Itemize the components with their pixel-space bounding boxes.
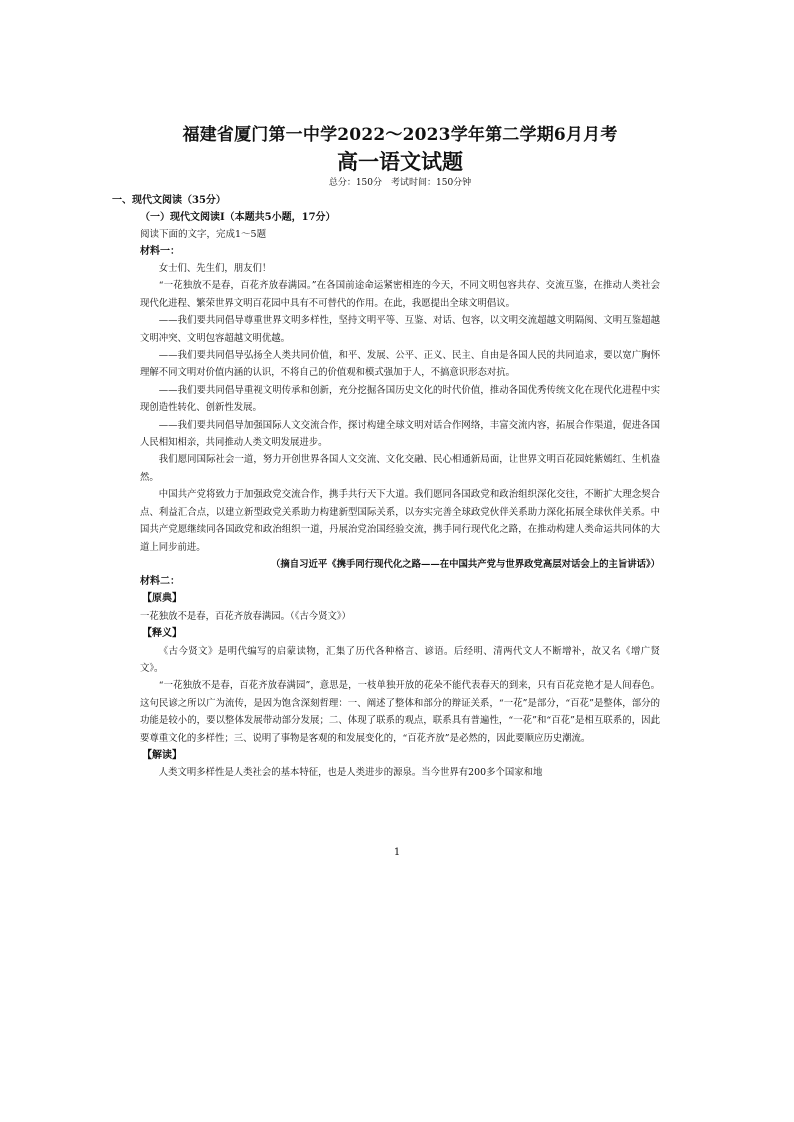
- part-heading: （一）现代文阅读Ⅰ（本题共5小题，17分）: [140, 212, 336, 223]
- exam-meta: 总分：150分 考试时间：150分钟: [328, 178, 472, 188]
- material-one-paragraph: 我们愿同国际社会一道，努力开创世界各国人文交流、文化交融、民心相通新局面，让世界文明百花园姹紫嫣红、生机盎然。: [140, 454, 660, 483]
- page-number: 1: [393, 847, 401, 858]
- original-heading: 【原典】: [142, 593, 182, 605]
- explanation-paragraph: 《古今贤文》是明代编写的启蒙读物，汇集了历代各种格言、谚语。后经明、清两代文人不断增补，故又名《增广贤文》。: [140, 645, 660, 674]
- material-one-paragraph: 中国共产党将致力于加强政党交流合作，携手共行天下大道。我们愿同各国政党和政治组织深化交往，不断扩大理念契合点、利益汇合点，以建立新型政党关系助力构建新型国际关系，以夯实完善全球政党伙伴关系助力深化拓展全球伙伴关系。中国共产党愿继续同各国政党和政治组织一道，丹展治党治国经验交流，携手同行现代化之路，在推动构建人类命运共同体的大道上同步前进。: [140, 489, 660, 553]
- material-one-paragraph: ——我们要共同倡导弘扬全人类共同价值，和平、发展、公平、正义、民主、自由是各国人民的共同追求，要以宽广胸怀理解不同文明对价值内涵的认识，不将自己的价值观和模式强加于人，不搞意识形态对抗。: [140, 350, 660, 379]
- original-text: 一花独放不是春，百花齐放春满园。（《古今贤文》）: [140, 610, 351, 622]
- interpretation-text: 人类文明多样性是人类社会的基本特征，也是人类进步的源泉。当今世界有200多个国家和地: [158, 767, 543, 779]
- material-one-paragraph: 女士们、先生们，朋友们！: [158, 263, 272, 274]
- explanation-heading: 【释义】: [142, 628, 182, 640]
- reading-instruction: 阅读下面的文字，完成1～5题: [140, 229, 267, 240]
- material-one-paragraph: “一花独放不是春，百花齐放春满园。”在各国前途命运紧密相连的今天，不同文明包容共存、交流互鉴，在推动人类社会现代化进程、繁荣世界文明百花园中具有不可替代的作用。在此，我愿提出全球文明倡议。: [140, 280, 660, 309]
- interpretation-heading: 【解读】: [142, 749, 182, 761]
- exam-title: 福建省厦门第一中学2022～2023学年第二学期6月月考: [182, 125, 618, 145]
- explanation-paragraph: “一花独放不是春，百花齐放春满园”，意思是，一枝单独开放的花朵不能代表春天的到来，只有百花竞艳才是人间春色。这句民谚之所以广为流传，是因为饱含深刻哲理：一、阐述了整体和部分的辩证关系，“一花”是部分，“百花”是整体，部分的功能是较小的，要以整体发展带动部分发展；二、体现了联系的观点，联系具有普遍性，“一花”和“百花”是相互联系的，因此要尊重文化的多样性；三、说明了事物是客观的和发展变化的，“百花齐放”是必然的，因此要顺应历史潮流。: [140, 680, 660, 744]
- page-content: [112, 124, 660, 782]
- exam-subtitle: 高一语文试题: [337, 149, 463, 174]
- material-one-paragraph: ——我们要共同倡导尊重世界文明多样性，坚持文明平等、互鉴、对话、包容，以文明交流超越文明隔阂、文明互鉴超越文明冲突、文明包容超越文明优越。: [140, 315, 660, 344]
- material-one-paragraph: ——我们要共同倡导加强国际人文交流合作，探讨构建全球文明对话合作网络，丰富交流内容，拓展合作渠道，促进各国人民相知相亲，共同推动人类文明发展进步。: [140, 419, 660, 449]
- material-one-source: （摘自习近平《携手同行现代化之路——在中国共产党与世界政党高层对话会上的主旨讲话》）: [270, 558, 660, 570]
- material-one-heading: 材料一：: [140, 246, 180, 257]
- material-one-paragraph: ——我们要共同倡导重视文明传承和创新，充分挖掘各国历史文化的时代价值，推动各国优秀传统文化在现代化进程中实现创造性转化、创新性发展。: [140, 384, 660, 414]
- section-heading: 一、现代文阅读（35分）: [112, 195, 226, 206]
- material-two-heading: 材料二：: [140, 576, 180, 588]
